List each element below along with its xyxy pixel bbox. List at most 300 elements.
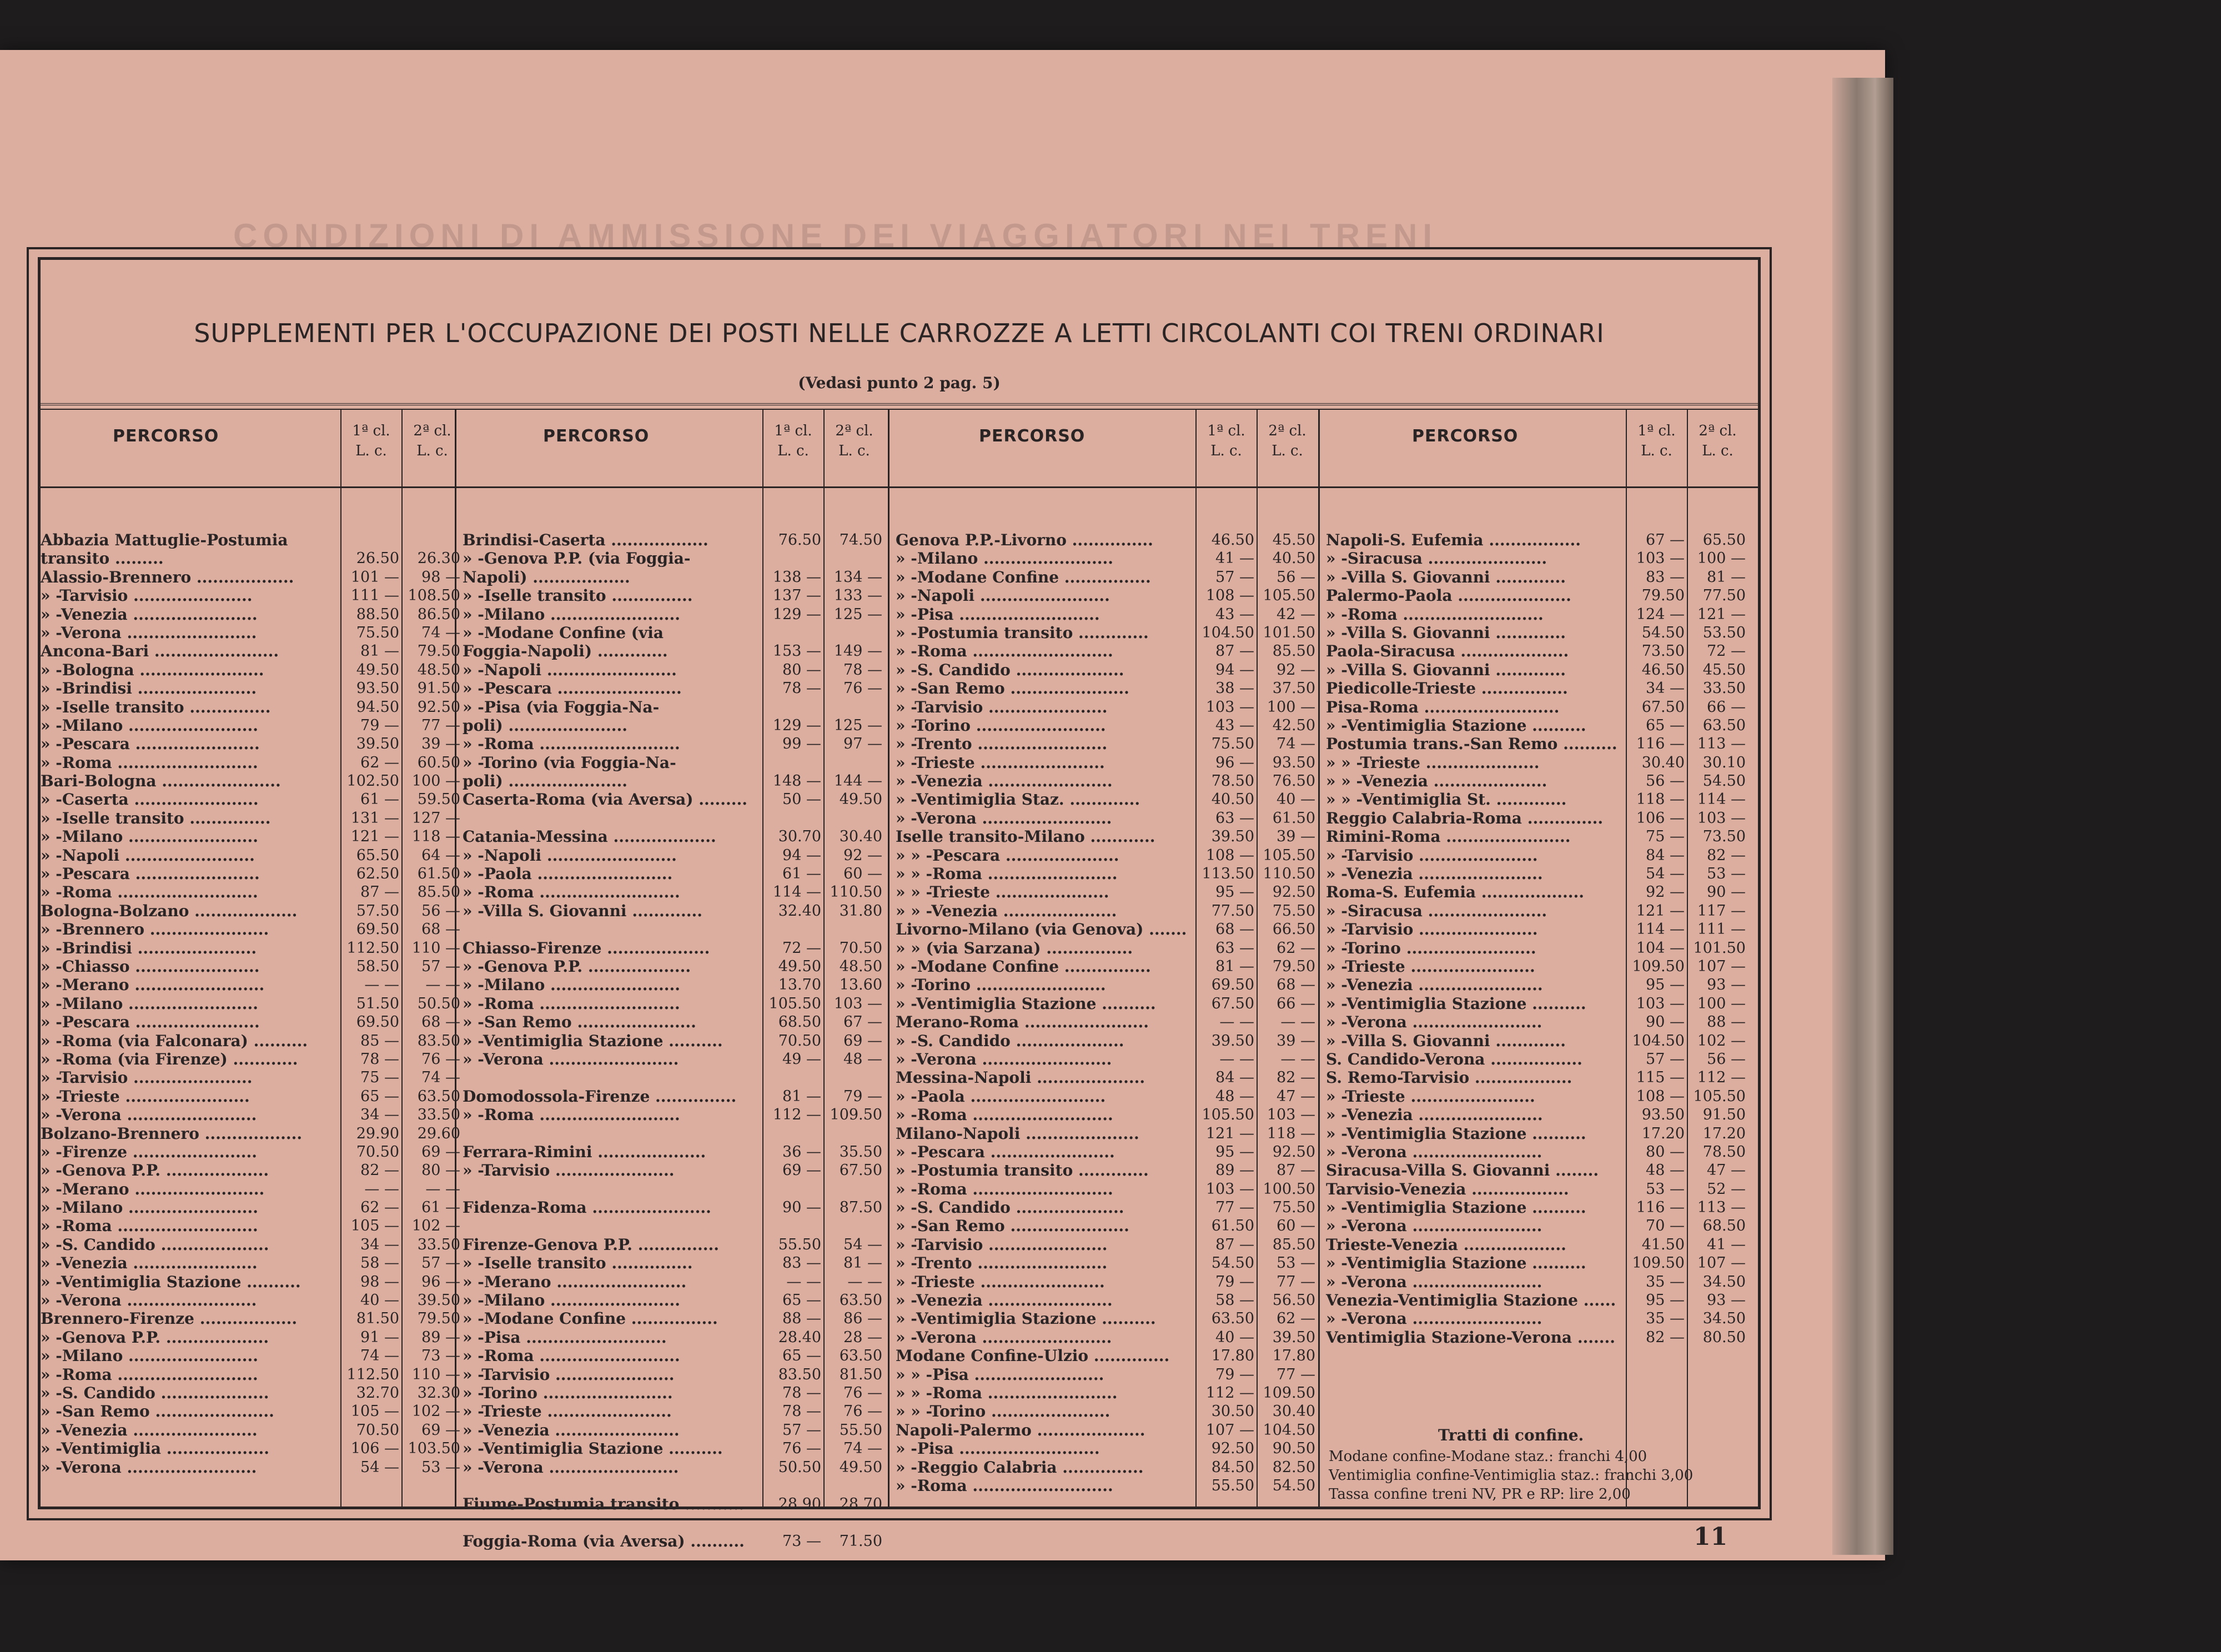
class1-fare: 104.50 xyxy=(1632,1032,1685,1050)
class1-fare: 84.50 xyxy=(1211,1458,1254,1476)
class1-fare: 57 — xyxy=(1215,568,1254,586)
route-label: » -Trieste ....................... xyxy=(463,1402,672,1421)
route-label: » -Trieste ....................... xyxy=(896,1272,1105,1291)
route-label: Foggia-Napoli) ............. xyxy=(463,642,668,661)
route-label: poli) ...................... xyxy=(463,772,627,791)
class1-fare: 56 — xyxy=(1646,772,1685,790)
route-label: » -Merano ........................ xyxy=(41,976,265,995)
class2-fare: 34.50 xyxy=(1702,1310,1746,1328)
route-label: » -Siracusa ...................... xyxy=(1326,901,1547,920)
class1-fare: 94 — xyxy=(1215,661,1254,679)
class2-fare: 103 — xyxy=(1267,1106,1315,1124)
class2-fare: 57 — xyxy=(421,1254,460,1272)
class1-fare: 129 — xyxy=(772,716,821,734)
class1-fare: 137 — xyxy=(772,587,821,605)
class2-fare: 56 — xyxy=(1707,1050,1746,1068)
class1-fare: 73.50 xyxy=(1641,642,1685,660)
class2-fare: 110.50 xyxy=(1263,865,1315,883)
class1-fare: 78.50 xyxy=(1211,772,1254,790)
class1-fare: 72 — xyxy=(782,939,821,957)
route-label: » -Napoli ........................ xyxy=(896,586,1110,605)
route-label: Bologna-Bolzano ................... xyxy=(41,901,298,920)
notes-title: Tratti di confine. xyxy=(1438,1426,1584,1444)
class2-fare: 67 — xyxy=(843,1013,882,1031)
route-label: » -Ventimiglia Stazione .......... xyxy=(896,1309,1156,1328)
class2-fare: 86 — xyxy=(843,1310,882,1328)
class2-fare: 73 — xyxy=(421,1347,460,1365)
class1-fare: 29.90 xyxy=(356,1124,399,1142)
route-label: » -Genova P.P. (via Foggia- xyxy=(463,549,691,568)
route-label: Ferrara-Rimini .................... xyxy=(463,1142,706,1161)
class2-fare: 61.50 xyxy=(1272,809,1315,827)
class2-fare: 100 — xyxy=(1697,550,1746,568)
class1-fare: 95 — xyxy=(1646,1292,1685,1309)
class2-fare: 78.50 xyxy=(1702,1143,1746,1161)
class2-fare: 85.50 xyxy=(1272,642,1315,660)
class2-fare: 30.10 xyxy=(1702,754,1746,771)
class1-fare: 79 — xyxy=(1215,1365,1254,1383)
class2-fare: 90.50 xyxy=(1272,1440,1315,1458)
class2-fare: 74.50 xyxy=(839,531,882,549)
class2-fare: 45.50 xyxy=(1702,661,1746,679)
class1-fare: 43 — xyxy=(1215,716,1254,734)
class2-fare: 77 — xyxy=(1277,1273,1315,1291)
class2-fare: 62 — xyxy=(1277,939,1315,957)
route-label: Livorno-Milano (via Genova) ....... xyxy=(896,920,1187,939)
class2-fare: 61 — xyxy=(421,1199,460,1217)
class1-fare: 51.50 xyxy=(356,995,399,1012)
route-label: » -Verona ........................ xyxy=(1326,1142,1542,1161)
class2-fare: 77.50 xyxy=(1702,587,1746,605)
table-frame xyxy=(27,247,1772,1551)
class2-fare: 73.50 xyxy=(1702,828,1746,846)
class1-fare: 80 — xyxy=(1646,1143,1685,1161)
class2-fare: 71.50 xyxy=(839,1533,882,1550)
route-label: Modane Confine-Ulzio .............. xyxy=(896,1347,1170,1365)
class1-header: 1ª cl. L. c. xyxy=(352,423,390,459)
class2-fare: 121 — xyxy=(1697,605,1746,623)
value-separator xyxy=(823,409,825,1507)
class1-fare: 57 — xyxy=(782,1421,821,1439)
class1-fare: 38 — xyxy=(1215,680,1254,697)
value-separator xyxy=(762,409,763,1507)
class2-fare: 56.50 xyxy=(1272,1292,1315,1309)
class2-fare: 53 — xyxy=(1707,865,1746,883)
route-label: » -Pescara ....................... xyxy=(41,1013,260,1032)
class2-fare: 66 — xyxy=(1277,995,1315,1012)
class2-fare: — — xyxy=(425,1180,460,1198)
class1-fare: 65 — xyxy=(782,1347,821,1365)
route-label: Napoli-Palermo .................... xyxy=(896,1420,1145,1439)
class1-fare: 70 — xyxy=(1646,1217,1685,1235)
class1-fare: 55.50 xyxy=(778,1236,821,1253)
class1-fare: — — xyxy=(1219,1050,1254,1068)
class1-fare: 99 — xyxy=(782,735,821,753)
class1-fare: 105 — xyxy=(350,1217,399,1235)
route-label: » » -Roma ........................ xyxy=(896,865,1118,883)
route-label: » -Verona ........................ xyxy=(896,1050,1112,1068)
class2-fare: 133 — xyxy=(833,587,882,605)
class1-fare: 113.50 xyxy=(1202,865,1254,883)
class1-fare: 101 — xyxy=(350,568,399,586)
route-label: » -Tarvisio ...................... xyxy=(463,1365,675,1384)
class2-fare: 79.50 xyxy=(417,642,460,660)
route-label: » -Torino ........................ xyxy=(1326,938,1536,957)
class1-fare: 83 — xyxy=(782,1254,821,1272)
route-label: » -S. Candido .................... xyxy=(896,1198,1124,1217)
class2-fare: 61.50 xyxy=(417,865,460,883)
route-label: Bari-Bologna ...................... xyxy=(41,772,281,791)
route-label: » -Verona ........................ xyxy=(41,1458,257,1477)
class2-fare: 65.50 xyxy=(1702,531,1746,549)
class2-fare: 35.50 xyxy=(839,1143,882,1161)
class2-fare: 39 — xyxy=(1277,828,1315,846)
class1-fare: 82 — xyxy=(360,1162,399,1179)
route-label: » -Pisa .......................... xyxy=(896,1439,1100,1458)
book-edge xyxy=(1832,78,1893,1555)
class2-fare: 79.50 xyxy=(1272,957,1315,975)
class2-fare: 85.50 xyxy=(1272,1236,1315,1253)
class1-fare: 74 — xyxy=(360,1347,399,1365)
route-label: » -Verona ........................ xyxy=(1326,1309,1542,1328)
value-separator xyxy=(1687,409,1688,1507)
class1-fare: 77 — xyxy=(1215,1199,1254,1217)
route-label: Abbazia Mattuglie-Postumia xyxy=(41,531,288,549)
table-inner xyxy=(38,257,1761,1551)
class1-fare: 75.50 xyxy=(1211,735,1254,753)
class2-fare: 54 — xyxy=(843,1236,882,1253)
route-label: » -Roma .......................... xyxy=(896,1179,1113,1198)
class2-fare: — — xyxy=(425,976,460,994)
class1-fare: 70.50 xyxy=(778,1032,821,1050)
class2-fare: 76 — xyxy=(843,1403,882,1420)
class1-fare: 76.50 xyxy=(778,531,821,549)
class1-fare: 108 — xyxy=(1205,846,1254,864)
class2-fare: 74 — xyxy=(421,624,460,641)
route-label: Palermo-Paola ..................... xyxy=(1326,586,1571,605)
class2-fare: 47 — xyxy=(1277,1087,1315,1105)
class1-fare: 35 — xyxy=(1646,1310,1685,1328)
route-label: Domodossola-Firenze ............... xyxy=(463,1087,737,1106)
class1-fare: 61 — xyxy=(782,865,821,883)
class1-fare: 40 — xyxy=(360,1292,399,1309)
class1-fare: 112.50 xyxy=(346,939,399,957)
class2-fare: 39 — xyxy=(421,735,460,753)
class2-fare: 134 — xyxy=(833,568,882,586)
class2-fare: 104.50 xyxy=(1263,1421,1315,1439)
class2-fare: 74 — xyxy=(421,1069,460,1087)
class1-fare: 67 — xyxy=(1646,531,1685,549)
class2-fare: 39 — xyxy=(1277,1032,1315,1050)
route-label: » -Venezia ....................... xyxy=(41,605,258,624)
percorso-header: PERCORSO xyxy=(113,426,219,446)
class2-fare: 50.50 xyxy=(417,995,460,1012)
route-label: » -Brindisi ...................... xyxy=(41,938,257,957)
class2-fare: 108.50 xyxy=(408,587,460,605)
class1-fare: 95 — xyxy=(1646,976,1685,994)
class2-fare: 85.50 xyxy=(417,883,460,901)
route-label: » -Paola ......................... xyxy=(896,1087,1106,1106)
class1-fare: 105.50 xyxy=(1202,1106,1254,1124)
route-label: » -Villa S. Giovanni ............. xyxy=(1326,623,1566,642)
class1-fare: 75 — xyxy=(1646,828,1685,846)
route-label: » -Villa S. Giovanni ............. xyxy=(463,901,703,920)
class2-fare: 102 — xyxy=(411,1403,460,1420)
class2-fare: 49.50 xyxy=(839,791,882,809)
class2-fare: 80.50 xyxy=(1702,1328,1746,1346)
class2-fare: 105.50 xyxy=(1693,1087,1746,1105)
class2-fare: 53.50 xyxy=(1702,624,1746,641)
class1-fare: 121 — xyxy=(350,828,399,846)
route-label: » -Ventimiglia Staz. ............. xyxy=(896,790,1140,809)
route-label: » -Verona ........................ xyxy=(41,1106,257,1124)
class2-fare: 63.50 xyxy=(417,1087,460,1105)
route-label: » -Brennero ...................... xyxy=(41,920,269,939)
class2-fare: 69 — xyxy=(843,1032,882,1050)
route-label: » » -Pescara ..................... xyxy=(896,846,1119,865)
class1-fare: 39.50 xyxy=(1211,828,1254,846)
class2-fare: 92 — xyxy=(1277,661,1315,679)
route-label: » -Pisa .......................... xyxy=(463,1328,667,1347)
class2-fare: 100 — xyxy=(1697,995,1746,1012)
class2-fare: 112 — xyxy=(1697,1069,1746,1087)
class1-fare: 65 — xyxy=(1646,716,1685,734)
class1-fare: 53 — xyxy=(1646,1180,1685,1198)
class2-fare: — — xyxy=(847,1273,882,1291)
route-label: » -Trieste ....................... xyxy=(1326,1087,1535,1106)
route-label: » -Roma .......................... xyxy=(463,735,680,754)
class2-fare: 81.50 xyxy=(839,1365,882,1383)
class2-fare: 103 — xyxy=(833,995,882,1012)
class2-fare: 63.50 xyxy=(839,1292,882,1309)
class2-header: 2ª cl. L. c. xyxy=(1699,423,1737,459)
class1-fare: 103 — xyxy=(1636,550,1685,568)
route-label: » -Villa S. Giovanni ............. xyxy=(1326,660,1566,679)
page-number: 11 xyxy=(1694,1523,1728,1551)
route-label: » -Tarvisio ...................... xyxy=(1326,846,1538,865)
route-label: » -Ventimiglia Stazione .......... xyxy=(1326,1254,1586,1273)
class1-fare: 148 — xyxy=(772,772,821,790)
class1-fare: 88 — xyxy=(782,1310,821,1328)
class2-fare: 26.30 xyxy=(417,550,460,568)
route-label: » -Venezia ....................... xyxy=(1326,1106,1543,1124)
class2-fare: 32.30 xyxy=(417,1384,460,1402)
class2-fare: 48.50 xyxy=(839,957,882,975)
class1-fare: 112 — xyxy=(1205,1384,1254,1402)
class1-fare: 80 — xyxy=(782,661,821,679)
class1-fare: 79.50 xyxy=(1641,587,1685,605)
class1-fare: 49.50 xyxy=(356,661,399,679)
class2-fare: 91.50 xyxy=(417,680,460,697)
class2-fare: 42.50 xyxy=(1272,716,1315,734)
class2-fare: 66 — xyxy=(1707,698,1746,716)
class1-fare: 87 — xyxy=(1215,642,1254,660)
route-label: » -Trieste ....................... xyxy=(41,1087,250,1106)
class2-fare: 105.50 xyxy=(1263,846,1315,864)
class2-fare: 57 — xyxy=(421,957,460,975)
route-label: » -Roma .......................... xyxy=(1326,605,1544,624)
route-label: » -Verona ........................ xyxy=(896,809,1112,827)
class2-fare: 149 — xyxy=(833,642,882,660)
class2-fare: 83.50 xyxy=(417,1032,460,1050)
class2-fare: 45.50 xyxy=(1272,531,1315,549)
class1-fare: 62 — xyxy=(360,1199,399,1217)
route-label: » -Ventimiglia Stazione .......... xyxy=(1326,994,1586,1013)
route-label: Milano-Napoli ..................... xyxy=(896,1124,1139,1143)
class2-fare: 55.50 xyxy=(839,1421,882,1439)
class1-fare: 63 — xyxy=(1215,939,1254,957)
class2-fare: 118 — xyxy=(1267,1124,1315,1142)
class2-fare: 87 — xyxy=(1277,1162,1315,1179)
class2-fare: 125 — xyxy=(833,605,882,623)
class1-fare: 49 — xyxy=(782,1050,821,1068)
route-label: » » -Trieste ..................... xyxy=(1326,753,1540,772)
route-label: » -San Remo ...................... xyxy=(463,1013,696,1032)
class1-fare: 69 — xyxy=(782,1162,821,1179)
class1-fare: 77.50 xyxy=(1211,902,1254,920)
route-label: » -Ventimiglia Stazione .......... xyxy=(463,1031,723,1050)
class2-fare: 37.50 xyxy=(1272,680,1315,697)
route-label: Piedicolle-Trieste ................ xyxy=(1326,679,1568,698)
class1-fare: 30.50 xyxy=(1211,1403,1254,1420)
route-label: » -Pisa .......................... xyxy=(896,605,1100,624)
route-label: Ancona-Bari ....................... xyxy=(41,642,279,661)
class1-header: 1ª cl. L. c. xyxy=(1207,423,1245,459)
class2-fare: 67.50 xyxy=(839,1162,882,1179)
route-label: Reggio Calabria-Roma .............. xyxy=(1326,809,1604,827)
class2-fare: 110.50 xyxy=(830,883,882,901)
class1-fare: 75 — xyxy=(360,1069,399,1087)
route-label: Catania-Messina ................... xyxy=(463,827,716,846)
class2-fare: 92.50 xyxy=(1272,883,1315,901)
class2-fare: 82 — xyxy=(1277,1069,1315,1087)
percorso-header: PERCORSO xyxy=(543,426,650,446)
class1-fare: 40 — xyxy=(1215,1328,1254,1346)
class1-fare: 121 — xyxy=(1636,902,1685,920)
note-line: Ventimiglia confine-Ventimiglia staz.: franchi 3,00 xyxy=(1329,1467,1694,1484)
route-label: Alassio-Brennero .................. xyxy=(41,568,294,586)
class2-fare: 56 — xyxy=(421,902,460,920)
class1-fare: 54 — xyxy=(360,1458,399,1476)
class2-fare: 17.80 xyxy=(1272,1347,1315,1365)
class2-header: 2ª cl. L. c. xyxy=(413,423,451,459)
class2-fare: 53 — xyxy=(421,1458,460,1476)
class1-fare: 75.50 xyxy=(356,624,399,641)
route-label: » -Merano ........................ xyxy=(463,1272,687,1291)
route-label: » -Genova P.P. ................... xyxy=(463,957,691,976)
route-label: » -San Remo ...................... xyxy=(41,1402,274,1421)
route-label: » -Milano ........................ xyxy=(41,994,259,1013)
class1-fare: 81 — xyxy=(1215,957,1254,975)
note-line: Modane confine-Modane staz.: franchi 4,00 xyxy=(1329,1448,1647,1465)
class1-fare: 90 — xyxy=(782,1199,821,1217)
class1-fare: 26.50 xyxy=(356,550,399,568)
class2-fare: 92 — xyxy=(843,846,882,864)
class2-fare: 63.50 xyxy=(839,1347,882,1365)
class1-fare: 54.50 xyxy=(1641,624,1685,641)
book-page xyxy=(0,50,1885,1560)
class2-fare: 79.50 xyxy=(417,1310,460,1328)
route-label: » -Trieste ....................... xyxy=(1326,957,1535,976)
class1-fare: 92.50 xyxy=(1211,1440,1254,1458)
class1-fare: 79 — xyxy=(360,716,399,734)
class1-fare: 98 — xyxy=(360,1273,399,1291)
class2-fare: 144 — xyxy=(833,772,882,790)
class2-fare: 82.50 xyxy=(1272,1458,1315,1476)
class1-fare: 87 — xyxy=(1215,1236,1254,1253)
class2-fare: 63.50 xyxy=(1702,716,1746,734)
class1-fare: 65 — xyxy=(782,1292,821,1309)
class2-fare: 110 — xyxy=(411,1365,460,1383)
route-label: Brindisi-Caserta .................. xyxy=(463,531,708,549)
class1-fare: 85 — xyxy=(360,1032,399,1050)
class2-fare: 33.50 xyxy=(417,1236,460,1253)
class2-fare: 39.50 xyxy=(417,1292,460,1309)
class1-fare: 69.50 xyxy=(356,1013,399,1031)
route-label: » -Verona ........................ xyxy=(41,623,257,642)
route-label: » -Verona ........................ xyxy=(1326,1272,1542,1291)
route-label: » -Tarvisio ...................... xyxy=(896,1235,1108,1254)
route-label: » -Iselle transito ............... xyxy=(41,697,271,716)
route-label: » -Roma (via Firenze) ............ xyxy=(41,1050,298,1068)
header-rule xyxy=(41,403,1758,410)
class2-fare: 100.50 xyxy=(1263,1180,1315,1198)
class1-header: 1ª cl. L. c. xyxy=(774,423,812,459)
route-label: » -Milano ........................ xyxy=(463,1291,681,1310)
route-label: » -S. Candido .................... xyxy=(896,660,1124,679)
route-label: » -Roma .......................... xyxy=(41,883,258,902)
route-label: » -Pescara ....................... xyxy=(463,679,682,698)
class1-fare: 89 — xyxy=(1215,1162,1254,1179)
route-label: Postumia trans.-San Remo .......... xyxy=(1326,735,1617,754)
route-label: » -Roma .......................... xyxy=(463,1347,680,1365)
class1-fare: 55.50 xyxy=(1211,1477,1254,1494)
class1-fare: 61.50 xyxy=(1211,1217,1254,1235)
route-label: » -Roma .......................... xyxy=(41,753,258,772)
route-label: transito ......... xyxy=(41,549,164,568)
class1-fare: 94.50 xyxy=(356,698,399,716)
class2-fare: 92.50 xyxy=(1272,1143,1315,1161)
class1-fare: 116 — xyxy=(1636,1199,1685,1217)
route-label: » -Venezia ....................... xyxy=(463,1420,680,1439)
route-label: » -Roma .......................... xyxy=(41,1365,258,1384)
route-label: Tarvisio-Venezia .................. xyxy=(1326,1179,1569,1198)
class1-fare: 54.50 xyxy=(1211,1254,1254,1272)
route-label: Ventimiglia Stazione-Verona ....... xyxy=(1326,1328,1616,1347)
class1-fare: 41 — xyxy=(1215,550,1254,568)
class2-fare: 110 — xyxy=(411,939,460,957)
route-label: » -Villa S. Giovanni ............. xyxy=(1326,568,1566,586)
class2-fare: 53 — xyxy=(1277,1254,1315,1272)
class1-fare: 28.40 xyxy=(778,1328,821,1346)
route-label: » -Iselle transito ............... xyxy=(463,586,693,605)
route-label: » -Reggio Calabria ............... xyxy=(896,1458,1144,1477)
note-line: Tassa confine treni NV, PR e RP: lire 2,00 xyxy=(1329,1486,1631,1503)
route-label: » » -Pisa ........................ xyxy=(896,1365,1104,1384)
class1-fare: 34 — xyxy=(360,1106,399,1124)
route-label: » » -Roma ........................ xyxy=(896,1383,1118,1402)
route-label: Messina-Napoli .................... xyxy=(896,1068,1145,1087)
route-label: » -Roma .......................... xyxy=(896,1106,1113,1124)
class1-fare: 83 — xyxy=(1646,568,1685,586)
class1-fare: 104 — xyxy=(1636,939,1685,957)
route-label: » -Venezia ....................... xyxy=(896,1291,1113,1310)
class2-fare: 40 — xyxy=(1277,791,1315,809)
route-label: » » -Trieste ..................... xyxy=(896,883,1109,902)
class1-fare: 48 — xyxy=(1215,1087,1254,1105)
class2-fare: 30.40 xyxy=(839,828,882,846)
class1-fare: 88.50 xyxy=(356,605,399,623)
